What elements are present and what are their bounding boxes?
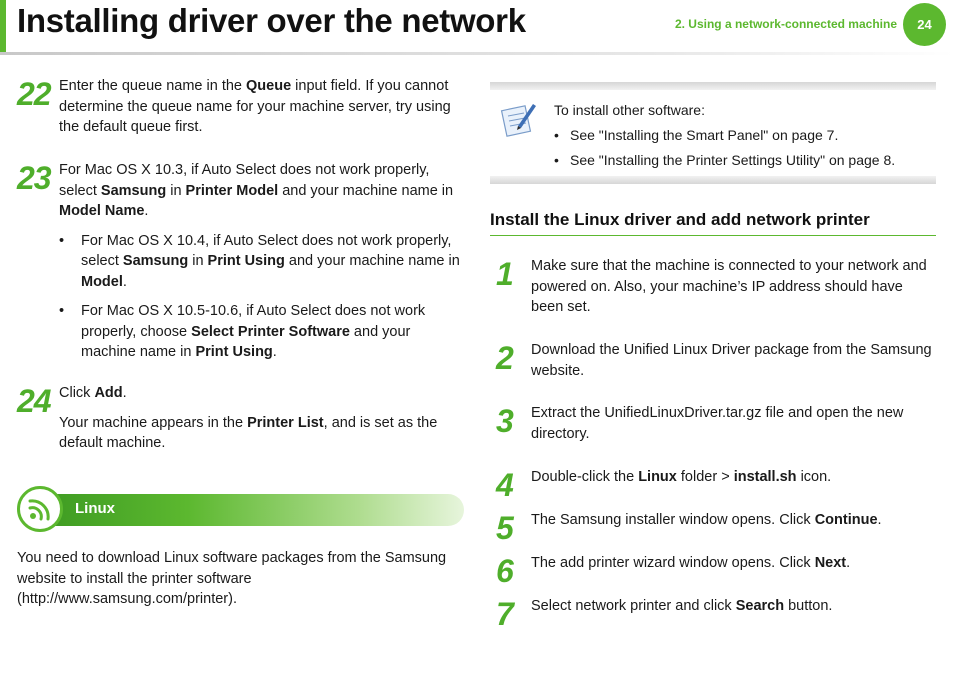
note-list xyxy=(554,123,895,173)
step-text: For Mac OS X 10.3, if Auto Select does not work properly, select Samsung in Printer Model and your machine name in Model Name. xyxy=(59,162,454,219)
linux-driver-heading: Install the Linux driver and add network printer xyxy=(490,210,870,229)
note-content xyxy=(554,98,895,173)
title-divider xyxy=(0,52,954,55)
step-number: 22 xyxy=(17,76,51,112)
linux-step-1 xyxy=(496,256,936,318)
step-number: 2 xyxy=(496,340,513,376)
page-title: Installing driver over the network xyxy=(17,2,526,39)
step-text: Double-click the Linux folder > install.sh icon. xyxy=(531,469,832,485)
linux-step-7 xyxy=(496,596,936,632)
linux-intro-text: You need to download Linux software packages from the Samsung website to install the printer software (http://www.samsung.com/printer). xyxy=(17,550,447,607)
step-24 xyxy=(17,383,464,454)
linux-step-2 xyxy=(496,340,936,381)
page-number-badge: 24 xyxy=(903,3,946,46)
heading-underline xyxy=(490,235,936,236)
linux-section-header xyxy=(17,486,464,528)
note-box xyxy=(490,82,936,184)
step-23 xyxy=(17,160,464,363)
linux-step-5 xyxy=(496,510,936,546)
step-number: 3 xyxy=(496,403,513,439)
step-text: The Samsung installer window opens. Click Continue. xyxy=(531,512,882,528)
step-text: Click Add. xyxy=(59,385,127,401)
step-text: Extract the UnifiedLinuxDriver.tar.gz file and open the new directory. xyxy=(531,405,904,442)
wireless-icon xyxy=(17,486,63,532)
section-title: Linux xyxy=(75,500,115,517)
list-item: • For Mac OS X 10.4, if Auto Select does not work properly, select Samsung in Print Using and your machine name in Model. xyxy=(59,231,464,293)
note-pencil-icon xyxy=(498,98,538,138)
step-result-text: Your machine appears in the Printer List, and is set as the default machine. xyxy=(59,414,438,451)
chapter-link[interactable]: 2. Using a network-connected machine xyxy=(674,17,897,31)
linux-step-6 xyxy=(496,553,936,589)
step-text: Enter the queue name in the Queue input field. If you cannot determine the queue name for your machine server, try using the default queue first. xyxy=(59,78,451,135)
step-text: Download the Unified Linux Driver package from the Samsung website. xyxy=(531,342,932,379)
step-number: 5 xyxy=(496,510,513,546)
note-intro: To install other software: xyxy=(554,102,705,118)
step-number: 24 xyxy=(17,383,51,419)
step-number: 6 xyxy=(496,553,513,589)
step-number: 23 xyxy=(17,160,51,196)
note-bottom-border xyxy=(490,176,936,184)
list-item: • For Mac OS X 10.5-10.6, if Auto Select does not work properly, choose Select Printer Software and your machine name in Print Using. xyxy=(59,301,464,363)
step-23-bullets xyxy=(59,231,464,363)
step-text: Make sure that the machine is connected to your network and powered on. Also, your machine’s IP address should have been set. xyxy=(531,258,927,315)
step-number: 7 xyxy=(496,596,513,632)
list-item: • See "Installing the Printer Settings Utility" on page 8. xyxy=(554,148,895,173)
linux-step-4 xyxy=(496,467,936,503)
step-number: 1 xyxy=(496,256,513,292)
step-text: The add printer wizard window opens. Click Next. xyxy=(531,555,851,571)
note-top-border xyxy=(490,82,936,90)
step-text: Select network printer and click Search button. xyxy=(531,598,833,614)
list-item: • See "Installing the Smart Panel" on page 7. xyxy=(554,123,895,148)
step-number: 4 xyxy=(496,467,513,503)
title-accent-bar xyxy=(0,0,6,52)
linux-step-3 xyxy=(496,403,936,444)
step-22 xyxy=(17,76,464,138)
